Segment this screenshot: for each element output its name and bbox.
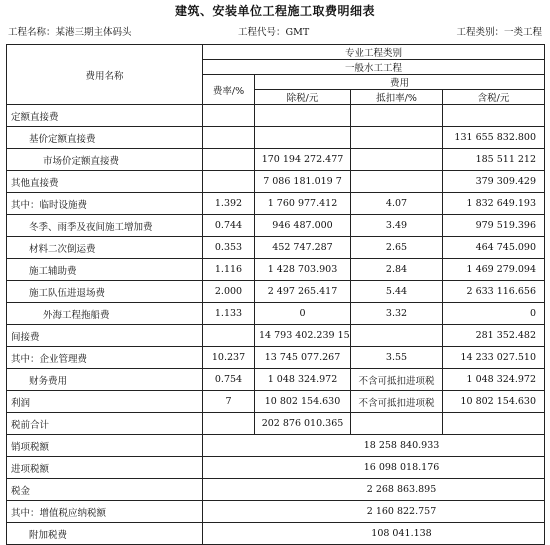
row-incl: 979 519.396 bbox=[443, 215, 545, 237]
row-name: 施工辅助费 bbox=[7, 259, 203, 281]
row-incl: 10 802 154.630 bbox=[443, 391, 545, 413]
row-rate: 0.353 bbox=[203, 237, 255, 259]
row-name: 市场价定额直接费 bbox=[7, 149, 203, 171]
table-row bbox=[7, 127, 545, 149]
table-row bbox=[7, 369, 545, 391]
row-excl: 452 747.287 bbox=[255, 237, 351, 259]
header-fee-name: 费用名称 bbox=[7, 45, 203, 105]
tax-row bbox=[7, 523, 545, 545]
row-incl: 14 233 027.510 bbox=[443, 347, 545, 369]
row-excl: 7 086 181.019 7 bbox=[255, 171, 351, 193]
tax-row bbox=[7, 435, 545, 457]
row-excl: 13 745 077.267 bbox=[255, 347, 351, 369]
row-rate: 10.237 bbox=[203, 347, 255, 369]
row-rate bbox=[203, 105, 255, 127]
row-deduct bbox=[351, 149, 443, 171]
row-name: 税前合计 bbox=[7, 413, 203, 435]
table-row bbox=[7, 259, 545, 281]
table-row bbox=[7, 281, 545, 303]
tax-row-name: 附加税费 bbox=[7, 523, 203, 545]
row-rate: 1.116 bbox=[203, 259, 255, 281]
row-name: 间接费 bbox=[7, 325, 203, 347]
row-excl: 14 793 402.239 15 bbox=[255, 325, 351, 347]
row-deduct: 不含可抵扣进项税 bbox=[351, 369, 443, 391]
table-row bbox=[7, 105, 545, 127]
row-incl bbox=[443, 105, 545, 127]
header-row-1 bbox=[7, 45, 545, 60]
row-deduct bbox=[351, 171, 443, 193]
row-incl: 379 309.429 bbox=[443, 171, 545, 193]
row-name: 财务费用 bbox=[7, 369, 203, 391]
table-row bbox=[7, 391, 545, 413]
row-incl: 1 832 649.193 bbox=[443, 193, 545, 215]
row-incl: 131 655 832.800 bbox=[443, 127, 545, 149]
header-excl-tax: 除税/元 bbox=[255, 90, 351, 105]
project-name: 工程名称：某港三期主体码头 bbox=[8, 27, 132, 38]
row-excl bbox=[255, 127, 351, 149]
tax-row-name: 进项税额 bbox=[7, 457, 203, 479]
row-excl: 1 760 977.412 bbox=[255, 193, 351, 215]
row-deduct: 不含可抵扣进项税 bbox=[351, 391, 443, 413]
row-excl: 1 048 324.972 bbox=[255, 369, 351, 391]
row-incl bbox=[443, 413, 545, 435]
tax-row-value: 18 258 840.933 bbox=[203, 435, 545, 457]
header-specialty: 专业工程类别 bbox=[203, 45, 545, 60]
row-rate: 0.754 bbox=[203, 369, 255, 391]
row-rate: 1.392 bbox=[203, 193, 255, 215]
row-name: 施工队伍进退场费 bbox=[7, 281, 203, 303]
page-title: 建筑、安装单位工程施工取费明细表 bbox=[174, 4, 375, 18]
row-name: 利润 bbox=[7, 391, 203, 413]
tax-row-value: 16 098 018.176 bbox=[203, 457, 545, 479]
row-name: 其他直接费 bbox=[7, 171, 203, 193]
header-deduct-rate: 抵扣率/% bbox=[351, 90, 443, 105]
tax-row-name: 税金 bbox=[7, 479, 203, 501]
table-row bbox=[7, 303, 545, 325]
tax-row-value: 108 041.138 bbox=[203, 523, 545, 545]
row-incl: 185 511 212 bbox=[443, 149, 545, 171]
row-name: 其中：临时设施费 bbox=[7, 193, 203, 215]
row-deduct bbox=[351, 127, 443, 149]
table-row bbox=[7, 193, 545, 215]
row-deduct: 5.44 bbox=[351, 281, 443, 303]
row-name: 定额直接费 bbox=[7, 105, 203, 127]
row-rate: 1.133 bbox=[203, 303, 255, 325]
row-deduct bbox=[351, 413, 443, 435]
row-deduct bbox=[351, 105, 443, 127]
table-row bbox=[7, 171, 545, 193]
row-excl: 2 497 265.417 bbox=[255, 281, 351, 303]
project-category: 工程类别：一类工程 bbox=[456, 27, 542, 38]
header-incl-tax: 含税/元 bbox=[443, 90, 545, 105]
tax-row bbox=[7, 501, 545, 523]
tax-row bbox=[7, 457, 545, 479]
row-rate bbox=[203, 171, 255, 193]
row-deduct: 2.84 bbox=[351, 259, 443, 281]
row-rate bbox=[203, 127, 255, 149]
tax-row bbox=[7, 479, 545, 501]
header-rate: 费率/% bbox=[203, 75, 255, 105]
row-deduct: 3.55 bbox=[351, 347, 443, 369]
tax-row-value: 2 268 863.895 bbox=[203, 479, 545, 501]
row-excl: 202 876 010.365 bbox=[255, 413, 351, 435]
table-row bbox=[7, 347, 545, 369]
row-deduct: 3.32 bbox=[351, 303, 443, 325]
row-rate bbox=[203, 325, 255, 347]
row-deduct: 3.49 bbox=[351, 215, 443, 237]
row-rate: 7 bbox=[203, 391, 255, 413]
row-name: 冬季、雨季及夜间施工增加费 bbox=[7, 215, 203, 237]
row-excl: 0 bbox=[255, 303, 351, 325]
table-row bbox=[7, 325, 545, 347]
row-deduct bbox=[351, 325, 443, 347]
row-excl: 170 194 272.477 bbox=[255, 149, 351, 171]
tax-row-value: 2 160 822.757 bbox=[203, 501, 545, 523]
row-excl: 946 487.000 bbox=[255, 215, 351, 237]
tax-row-name: 销项税额 bbox=[7, 435, 203, 457]
row-excl bbox=[255, 105, 351, 127]
row-incl: 2 633 116.656 bbox=[443, 281, 545, 303]
row-incl: 0 bbox=[443, 303, 545, 325]
header-cost: 费用 bbox=[255, 75, 545, 90]
tax-row-name: 其中：增值税应纳税额 bbox=[7, 501, 203, 523]
row-incl: 281 352.482 bbox=[443, 325, 545, 347]
row-excl: 1 428 703.903 bbox=[255, 259, 351, 281]
table-row bbox=[7, 237, 545, 259]
row-rate bbox=[203, 149, 255, 171]
row-incl: 1 048 324.972 bbox=[443, 369, 545, 391]
row-name: 基价定额直接费 bbox=[7, 127, 203, 149]
row-excl: 10 802 154.630 bbox=[255, 391, 351, 413]
row-rate: 0.744 bbox=[203, 215, 255, 237]
table-row bbox=[7, 215, 545, 237]
row-deduct: 4.07 bbox=[351, 193, 443, 215]
row-deduct: 2.65 bbox=[351, 237, 443, 259]
row-incl: 1 469 279.094 bbox=[443, 259, 545, 281]
row-name: 其中：企业管理费 bbox=[7, 347, 203, 369]
table-row bbox=[7, 413, 545, 435]
row-incl: 464 745.090 bbox=[443, 237, 545, 259]
row-rate bbox=[203, 413, 255, 435]
row-name: 外海工程拖船费 bbox=[7, 303, 203, 325]
project-code: 工程代号：GMT bbox=[238, 27, 310, 38]
row-name: 材料二次倒运费 bbox=[7, 237, 203, 259]
row-rate: 2.000 bbox=[203, 281, 255, 303]
fee-detail-table bbox=[6, 44, 545, 545]
header-general: 一般水工工程 bbox=[203, 60, 545, 75]
table-row bbox=[7, 149, 545, 171]
